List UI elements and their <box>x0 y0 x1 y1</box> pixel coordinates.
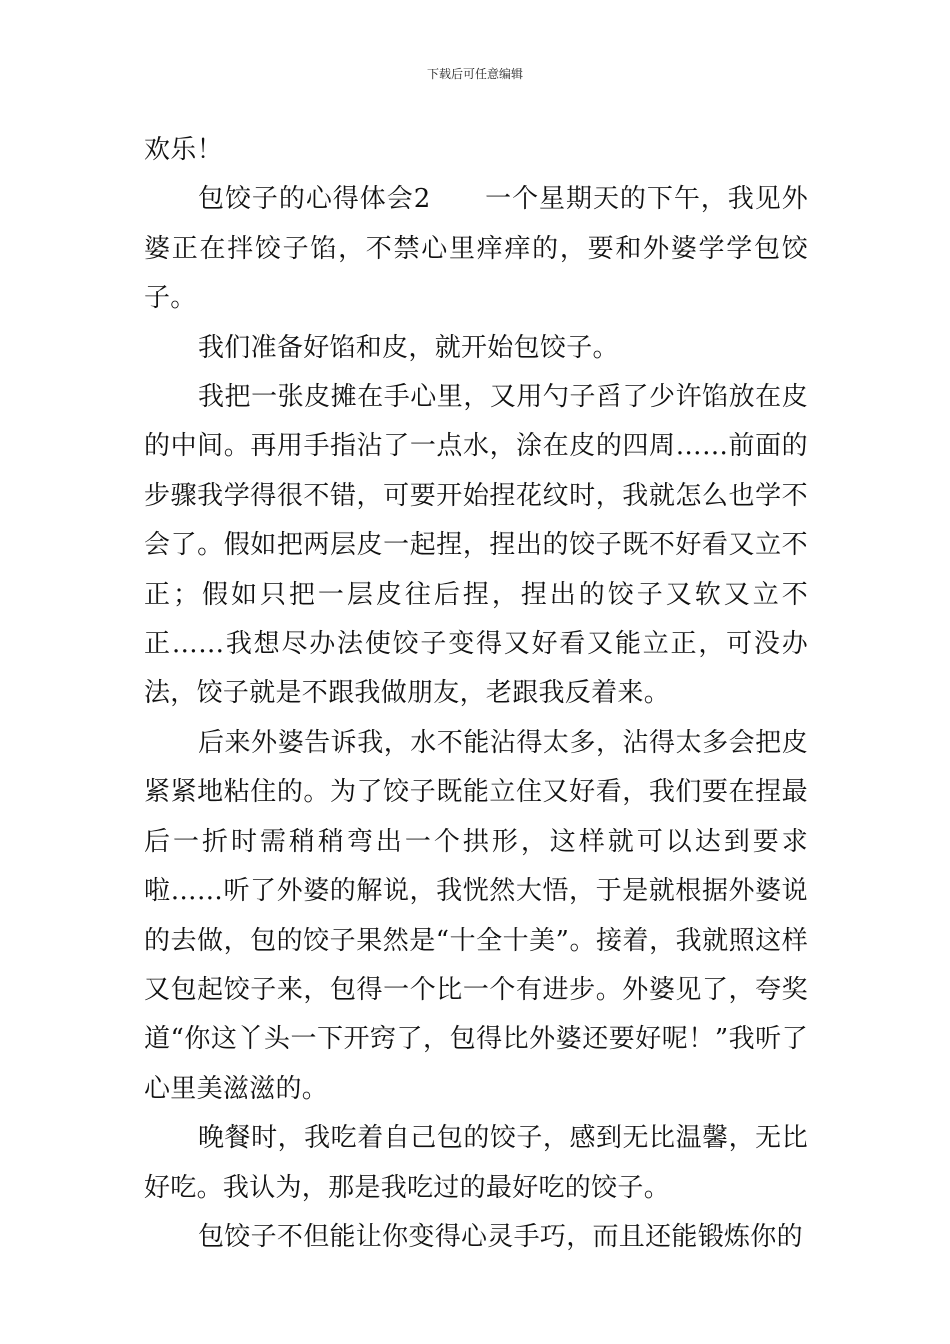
paragraph-3: 我们准备好馅和皮，就开始包饺子。 <box>198 332 619 363</box>
paragraph-1: 欢乐！ <box>144 135 223 165</box>
page-header-note: 下载后可任意编辑 <box>426 67 523 81</box>
paragraph-2: 包饺子的心得体会2 一个星期天的下午，我见外婆正在拌饺子馅，不禁心里痒痒的，要和外婆学学包饺子。 <box>144 184 808 314</box>
paragraph-5: 后来外婆告诉我，水不能沾得太多，沾得太多会把皮紧紧地粘住的。为了饺子既能立住又好看，我们要在捏最后一折时需稍稍弯出一个拱形，这样就可以达到要求啦……听了外婆的解说，我恍然大悟，于是就根据外婆说的去做，包的饺子果然是“十全十美”。接着，我就照这样又包起饺子来，包得一个比一个有进步。外婆见了，夸奖道“你这丫头一下开窍了，包得比外婆还要好呢！”我听了心里美滋滋的。 <box>144 727 808 1104</box>
paragraph-7: 包饺子不但能让你变得心灵手巧，而且还能锻炼你的 <box>198 1221 803 1252</box>
document-body <box>144 126 808 1262</box>
paragraph-6: 晚餐时，我吃着自己包的饺子，感到无比温馨，无比好吃。我认为，那是我吃过的最好吃的饺子。 <box>144 1123 808 1203</box>
paragraph-4: 我把一张皮摊在手心里，又用勺子舀了少许馅放在皮的中间。再用手指沾了一点水，涂在皮的四周……前面的步骤我学得很不错，可要开始捏花纹时，我就怎么也学不会了。假如把两层皮一起捏，捏出的饺子既不好看又立不正；假如只把一层皮往后捏，捏出的饺子又软又立不正……我想尽办法使饺子变得又好看又能立正，可没办法，饺子就是不跟我做朋友，老跟我反着来。 <box>144 382 808 709</box>
